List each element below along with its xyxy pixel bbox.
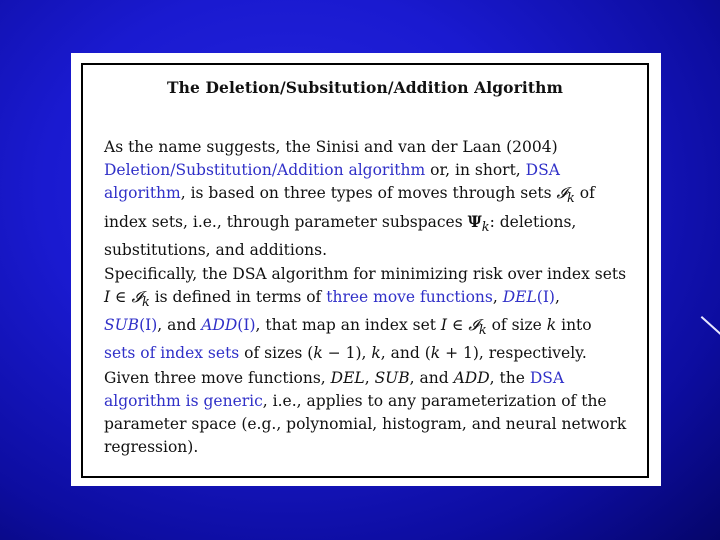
text: parameter space (e.g., polynomial, histogram, and neural network (104, 415, 627, 433)
text: , and (157, 316, 202, 335)
text: Specifically, the DSA algorithm for minimizing risk over index sets (104, 265, 627, 283)
paragraph-intro (104, 136, 634, 262)
text: : deletions, (489, 213, 577, 232)
dsa-link-2[interactable]: DSA (529, 369, 565, 387)
del-link[interactable]: DEL (502, 288, 537, 306)
algorithm-link[interactable]: algorithm (104, 184, 181, 202)
text: As the name suggests, the Sinisi and van der Laan (2004) (104, 138, 558, 156)
text: , (554, 288, 560, 306)
text: regression). (104, 438, 199, 456)
text: , that map an index set (255, 316, 441, 335)
text: , and (409, 369, 454, 387)
text: , (492, 288, 503, 306)
math-symbol: k (371, 344, 381, 363)
add-arg[interactable]: (I) (237, 316, 256, 335)
text: into (556, 316, 592, 335)
slide-panel (71, 53, 661, 486)
text: of size (486, 316, 547, 335)
text: , and ( (380, 344, 431, 363)
text: Given three move functions, (104, 369, 331, 387)
text: of (574, 184, 595, 202)
math-subscript: k (141, 295, 150, 311)
text-line (104, 210, 634, 239)
math-symbol: I (104, 288, 111, 306)
math-symbol: Ψ (467, 212, 482, 232)
text-line (104, 314, 634, 342)
text-line (104, 182, 634, 210)
paragraph-move-functions (104, 263, 634, 365)
math-symbol: 𝓘 (468, 316, 479, 335)
text-line (104, 367, 634, 390)
add-link[interactable]: ADD (201, 316, 238, 335)
text-line (104, 239, 634, 262)
math-subscript: k (481, 220, 490, 236)
math-symbol: k (313, 344, 323, 363)
algorithm-is-generic-link[interactable]: algorithm is generic (104, 392, 263, 410)
math-symbol: DEL (330, 369, 365, 387)
math-symbol: 𝓘 (131, 288, 142, 306)
text-line (104, 413, 634, 436)
math-symbol: ADD (453, 369, 490, 387)
math-symbol: 𝓘 (556, 184, 567, 202)
dsa-algorithm-link[interactable]: Deletion/Substitution/Addition algorithm (104, 161, 426, 179)
text: index sets, i.e., through parameter subspaces (104, 213, 468, 232)
math-subscript: k (567, 191, 575, 207)
text: − 1), (322, 344, 372, 363)
math-symbol: SUB (374, 369, 410, 387)
three-move-functions-link[interactable]: three move functions (326, 288, 493, 306)
text-line (104, 286, 634, 314)
sub-arg[interactable]: (I) (139, 316, 158, 335)
text-line (104, 390, 634, 413)
text: ∈ (110, 288, 132, 306)
text-line (104, 159, 634, 182)
slide-frame (81, 63, 649, 478)
text: + 1), respectively. (440, 344, 587, 363)
text: ∈ (447, 316, 469, 335)
text: , (364, 369, 375, 387)
math-subscript: k (478, 323, 487, 339)
text-line (104, 436, 634, 459)
text: or, in short, (425, 161, 526, 179)
text: substitutions, and additions. (104, 241, 328, 260)
text-line (104, 342, 634, 365)
sub-link[interactable]: SUB (104, 316, 140, 335)
slide-title: The Deletion/Subsitution/Addition Algorithm (166, 78, 563, 97)
math-symbol: k (546, 316, 557, 335)
paragraph-generic (104, 367, 634, 459)
text-line (104, 136, 634, 159)
text: of sizes ( (239, 344, 314, 363)
decorative-line (701, 316, 720, 335)
math-symbol: k (430, 344, 441, 363)
del-arg[interactable]: (I) (536, 288, 555, 306)
math-symbol: I (440, 316, 448, 335)
text: is defined in terms of (149, 288, 327, 306)
dsa-link[interactable]: DSA (525, 161, 560, 179)
text-line (104, 263, 634, 286)
text: , the (489, 369, 530, 387)
sets-of-index-sets-link[interactable]: sets of index sets (104, 344, 240, 363)
text: , is based on three types of moves through sets (180, 184, 557, 202)
text: , i.e., applies to any parameterization of the (262, 392, 607, 410)
